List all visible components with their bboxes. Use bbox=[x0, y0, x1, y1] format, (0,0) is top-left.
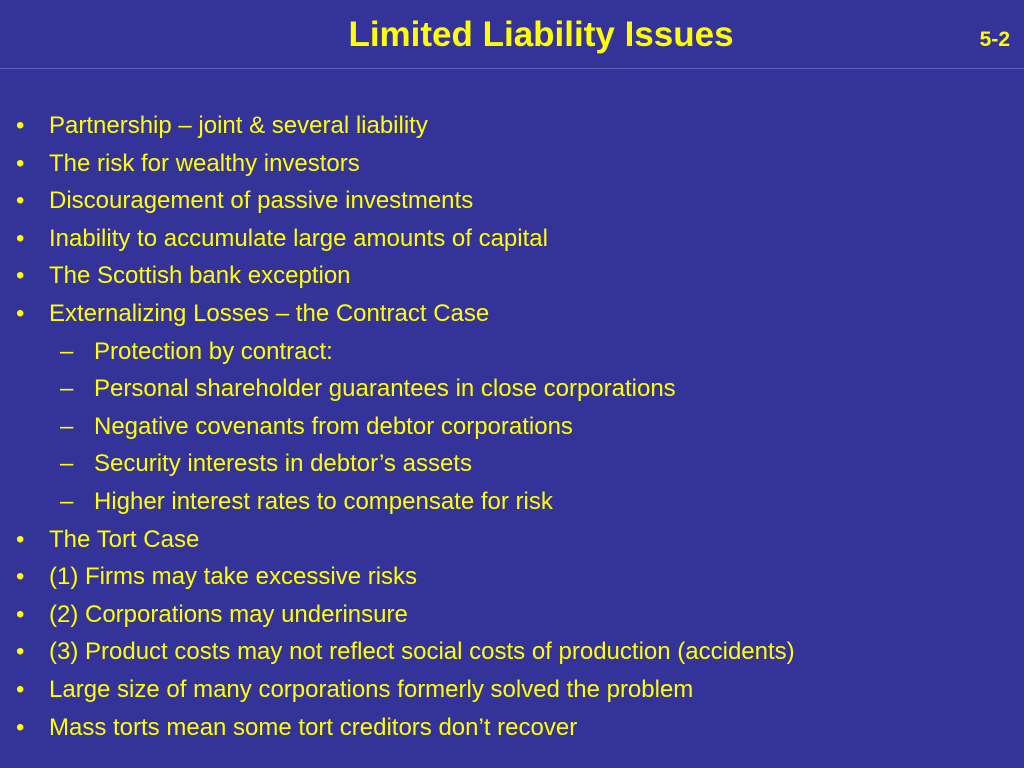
bullet-item bbox=[0, 558, 795, 596]
bullet-text: The risk for wealthy investors bbox=[49, 149, 360, 177]
bullet-marker: • bbox=[16, 525, 25, 553]
bullet-item bbox=[0, 709, 795, 747]
sub-bullet-text: Protection by contract: bbox=[94, 337, 333, 365]
bullet-marker: • bbox=[16, 187, 25, 215]
bullet-item bbox=[0, 182, 795, 220]
dash-marker: – bbox=[60, 450, 74, 478]
bullet-item bbox=[0, 633, 795, 671]
bullet-marker: • bbox=[16, 713, 25, 741]
sub-bullet-item bbox=[0, 333, 795, 371]
bullet-marker: • bbox=[16, 563, 25, 591]
sub-bullet-item bbox=[0, 445, 795, 483]
bullet-text: Large size of many corporations formerly solved the problem bbox=[49, 675, 694, 703]
bullet-text: Mass torts mean some tort creditors don’t recover bbox=[49, 713, 578, 741]
bullet-text: Partnership – joint & several liability bbox=[49, 112, 428, 139]
bullet-marker: • bbox=[16, 299, 25, 327]
bullet-text: Discouragement of passive investments bbox=[49, 187, 474, 215]
bullet-marker: • bbox=[16, 112, 25, 139]
bullet-marker: • bbox=[16, 149, 25, 177]
dash-marker: – bbox=[60, 412, 74, 440]
bullet-item bbox=[0, 295, 795, 333]
sub-bullet-text: Personal shareholder guarantees in close corporations bbox=[94, 375, 676, 403]
bullet-item bbox=[0, 596, 795, 634]
bullet-item bbox=[0, 671, 795, 709]
bullet-marker: • bbox=[16, 675, 25, 703]
bullet-text: (2) Corporations may underinsure bbox=[49, 600, 408, 628]
sub-bullet-text: Negative covenants from debtor corporations bbox=[94, 412, 573, 440]
sub-bullet-text: Higher interest rates to compensate for risk bbox=[94, 487, 553, 515]
dash-marker: – bbox=[60, 487, 74, 515]
bullet-item bbox=[0, 145, 795, 183]
bullet-marker: • bbox=[16, 262, 25, 290]
bullet-marker: • bbox=[16, 224, 25, 252]
bullet-list bbox=[0, 107, 795, 746]
slide-number: 5-2 bbox=[979, 28, 1010, 51]
bullet-text: Inability to accumulate large amounts of capital bbox=[49, 224, 548, 252]
bullet-item bbox=[0, 107, 795, 145]
sub-bullet-text: Security interests in debtor’s assets bbox=[94, 450, 472, 478]
bullet-marker: • bbox=[16, 600, 25, 628]
bullet-item bbox=[0, 220, 795, 258]
bullet-text: The Scottish bank exception bbox=[49, 262, 351, 290]
sub-bullet-item bbox=[0, 408, 795, 446]
bullet-text: (1) Firms may take excessive risks bbox=[49, 563, 418, 591]
bullet-item bbox=[0, 521, 795, 559]
bullet-text: (3) Product costs may not reflect social costs of production (accidents) bbox=[49, 638, 795, 666]
title-divider bbox=[0, 68, 1024, 69]
dash-marker: – bbox=[60, 337, 74, 365]
bullet-marker: • bbox=[16, 638, 25, 666]
dash-marker: – bbox=[60, 375, 74, 403]
sub-bullet-item bbox=[0, 370, 795, 408]
slide-title: Limited Liability Issues bbox=[348, 15, 734, 54]
bullet-text: Externalizing Losses – the Contract Case bbox=[49, 299, 490, 327]
sub-bullet-item bbox=[0, 483, 795, 521]
bullet-text: The Tort Case bbox=[49, 525, 200, 553]
bullet-item bbox=[0, 257, 795, 295]
